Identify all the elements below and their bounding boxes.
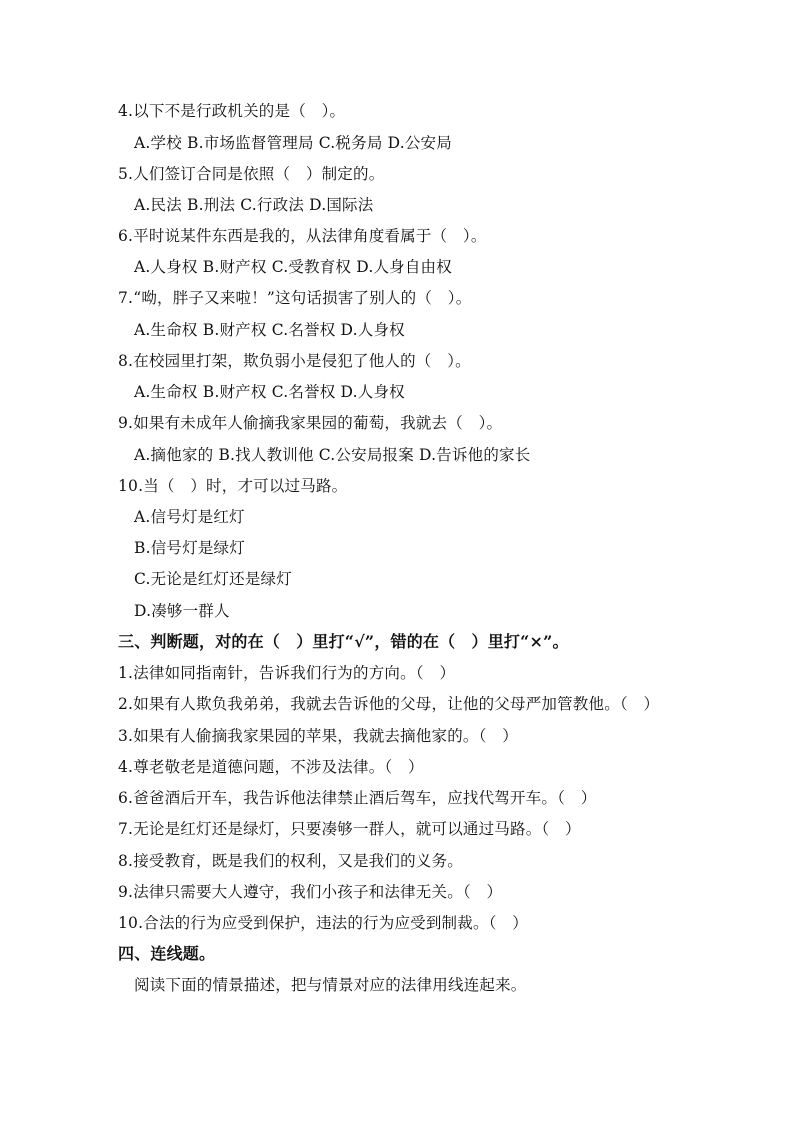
judge-item-9: 9.法律只需要大人遵守，我们小孩子和法律无关。（ ） [118,883,503,901]
question-9: 9.如果有未成年人偷摘我家果园的葡萄，我就去（ ）。 [118,414,503,432]
judge-item-1: 1.法律如同指南针，告诉我们行为的方向。（ ） [118,664,456,682]
question-8-options: A.生命权 B.财产权 C.名誉权 D.人身权 [134,383,405,401]
question-10: 10.当（ ）时，才可以过马路。 [118,477,348,495]
question-7-options: A.生命权 B.财产权 C.名誉权 D.人身权 [134,321,405,339]
judge-item-3: 3.如果有人偷摘我家果园的苹果，我就去摘他家的。（ ） [118,727,518,745]
judge-item-10: 10.合法的行为应受到保护，违法的行为应受到制裁。（ ） [118,914,529,932]
question-6-options: A.人身权 B.财产权 C.受教育权 D.人身自由权 [134,258,452,276]
section-4-instruction: 阅读下面的情景描述，把与情景对应的法律用线连起来。 [134,976,527,994]
question-5: 5.人们签订合同是依照（ ）制定的。 [118,165,385,183]
question-8: 8.在校园里打架，欺负弱小是侵犯了他人的（ ）。 [118,352,471,370]
question-6: 6.平时说某件东西是我的，从法律角度看属于（ ）。 [118,227,487,245]
judge-item-8: 8.接受教育，既是我们的权利，又是我们的义务。 [118,852,463,870]
question-10-option-b: B.信号灯是绿灯 [134,539,245,557]
judge-item-6: 6.爸爸酒后开车，我告诉他法律禁止酒后驾车，应找代驾开车。（ ） [118,789,597,807]
question-9-options: A.摘他家的 B.找人教训他 C.公安局报案 D.告诉他的家长 [134,446,531,464]
question-4: 4.以下不是行政机关的是（ ）。 [118,102,346,120]
question-10-option-c: C.无论是红灯还是绿灯 [134,570,292,588]
judge-item-2: 2.如果有人欺负我弟弟，我就去告诉他的父母，让他的父母严加管教他。（ ） [118,695,660,713]
judge-item-7: 7.无论是红灯还是绿灯，只要凑够一群人，就可以通过马路。（ ） [118,820,581,838]
section-4-heading: 四、连线题。 [118,944,216,963]
question-4-options: A.学校 B.市场监督管理局 C.税务局 D.公安局 [134,134,452,152]
question-5-options: A.民法 B.刑法 C.行政法 D.国际法 [134,196,374,214]
judge-item-4: 4.尊老敬老是道德问题，不涉及法律。（ ） [118,758,424,776]
section-3-heading: 三、判断题，对的在（ ）里打“√”，错的在（ ）里打“×”。 [118,632,569,651]
question-10-option-a: A.信号灯是红灯 [134,508,245,526]
question-10-option-d: D.凑够一群人 [134,602,230,620]
question-7: 7.“呦，胖子又来啦！”这句话损害了别人的（ ）。 [118,289,472,307]
